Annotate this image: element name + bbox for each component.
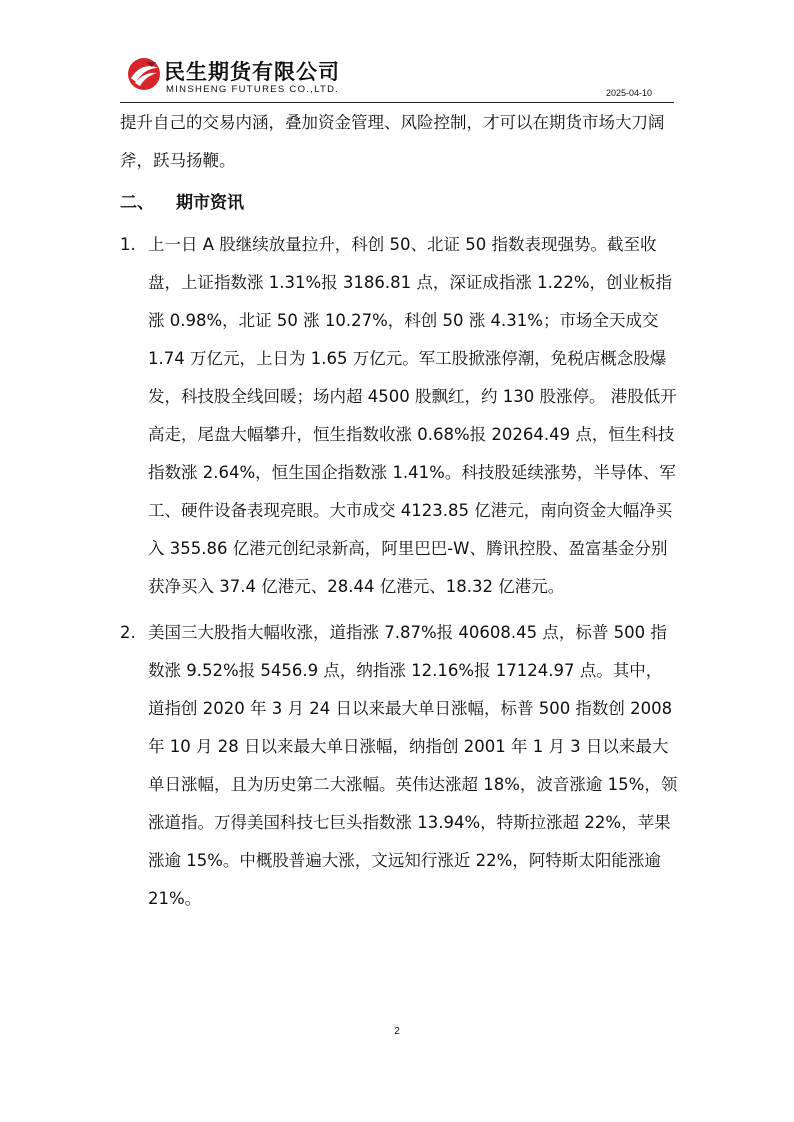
section-title: 期市资讯 [176,193,244,213]
list-item [120,226,678,606]
list-item-number: 2. [120,623,136,642]
list-item-text: 美国三大股指大幅收涨，道指涨 7.87%报 40608.45 点，标普 500 指数涨 9.52%报 5456.9 点，纳指涨 12.16%报 17124.97 点。其中，道指创 2020 年 3 月 24 日以来最大单日涨幅，标普 500 指数创 2008 年 10 月 28 日以来最大单日涨幅，纳指创 2001 年 1 月 3 日以来最大单日涨幅，且为历史第二大涨幅。英伟达涨超 18%，波音涨逾 15%，领涨道指。万得美国科技七巨头指数涨 13.94%，特斯拉涨超 22%，苹果涨逾 15%。中概股普遍大涨，文远知行涨近 22%，阿特斯太阳能涨逾 21%。 [148,623,678,908]
list-item-text: 上一日 A 股继续放量拉升，科创 50、北证 50 指数表现强势。截至收盘，上证指数涨 1.31%报 3186.81 点，深证成指涨 1.22%，创业板指涨 0.98%，北证 50 涨 10.27%，科创 50 涨 4.31%；市场全天成交 1.74 万亿元，上日为 1.65 万亿元。军工股掀涨停潮，免税店概念股爆发，科技股全线回暖；场内超 4500 股飘红，约 130 股涨停。 港股低开高走，尾盘大幅攀升，恒生指数收涨 0.68%报 20264.49 点，恒生科技指数涨 2.64%，恒生国企指数涨 1.41%。科技股延续涨势，半导体、军工、硬件设备表现亮眼。大市成交 4123.85 亿港元，南向资金大幅净买入 355.86 亿港元创纪录新高，阿里巴巴-W、腾讯控股、盈富基金分别获净买入 37.4 亿港元、28.44 亿港元、18.32 亿港元。 [148,235,677,596]
minsheng-logo-icon [126,56,162,92]
page-header [120,52,674,103]
page-number: 2 [394,1026,400,1037]
list-item-number: 1. [120,235,136,254]
list-item [120,614,678,918]
company-name-cn: 民生期货有限公司 [164,60,340,84]
section-number: 二、 [120,193,154,213]
section-heading [120,184,678,222]
report-date: 2025-04-10 [605,88,652,98]
document-body [120,104,678,918]
company-name-en: MINSHENG FUTURES CO.,LTD. [166,84,340,95]
intro-paragraph: 提升自己的交易内涵，叠加资金管理、风险控制，才可以在期货市场大刀阔斧，跃马扬鞭。 [120,113,665,170]
